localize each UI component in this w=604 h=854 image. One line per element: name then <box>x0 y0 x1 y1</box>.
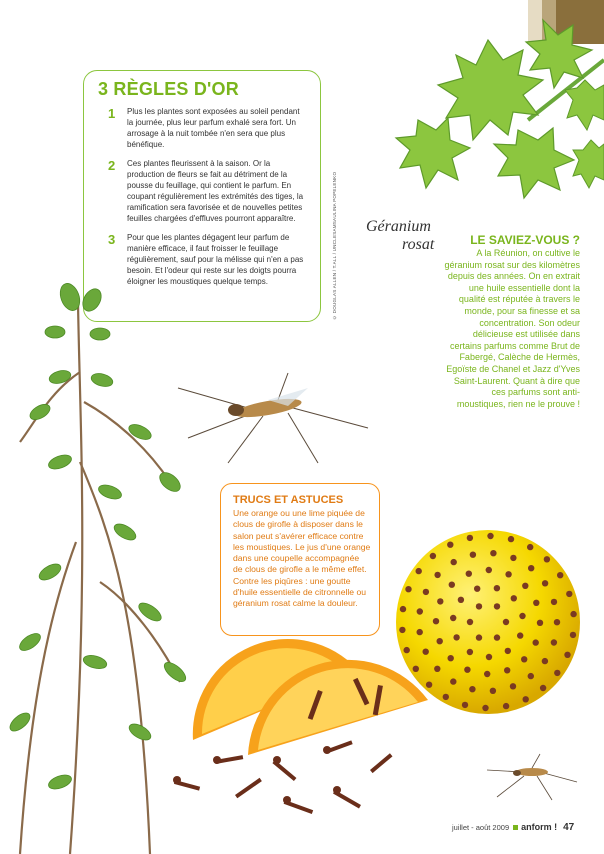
rule-number: 1 <box>108 106 116 121</box>
clove-dot <box>510 683 516 689</box>
clove-dot <box>490 688 496 694</box>
rule-item <box>94 106 310 150</box>
clove-dot <box>503 619 509 625</box>
rule-item <box>94 158 310 224</box>
clove-dot <box>443 694 449 700</box>
clove-dot <box>400 606 406 612</box>
clove-dot <box>458 597 464 603</box>
cloves-image <box>165 740 405 830</box>
clove-dot <box>503 703 509 709</box>
clove-dot <box>494 585 500 591</box>
clove-dot <box>521 656 527 662</box>
clove-dot <box>551 639 557 645</box>
clove-dot <box>451 559 457 565</box>
clove-dot <box>462 702 468 708</box>
issue-date: juillet - août 2009 <box>452 823 510 832</box>
page-number: 47 <box>563 822 575 833</box>
clove-dot <box>510 555 516 561</box>
clove-dot <box>494 603 500 609</box>
clove-dot <box>537 620 543 626</box>
clove-dot <box>522 583 528 589</box>
clove-dot <box>519 613 525 619</box>
clove-dot <box>505 571 511 577</box>
clove-dot <box>450 678 456 684</box>
saviez-vous-text: A la Réunion, on cultive le géranium rosat sur des kilomètres depuis des années. On en extrait une huile essentielle dont la qualité est réputée à travers le monde, pour sa finesse et sa concentration. Son odeur délicieuse est utilisée dans certains parfums comme Brut de Fabergé, Calèche de Hermès, Egoïste de Chanel et Jazz d'Yves Saint-Laurent. Quant à dire que ces parfums sont anti-moustiques, rien ne le prouve ! <box>444 248 580 409</box>
mosquito-image <box>168 368 378 468</box>
trucs-title: TRUCS ET ASTUCES <box>233 494 344 506</box>
clove-dot <box>453 634 459 640</box>
clove-dot <box>474 586 480 592</box>
clove-dot <box>482 705 488 711</box>
clove-dot <box>464 667 470 673</box>
rule-item <box>94 232 310 287</box>
geranium-caption-line1: Géranium <box>366 218 431 235</box>
rule-text: Pour que les plantes dégagent leur parfum de manière efficace, il faut froisser le feuillage régulièrement, sauf pour la mélisse qui n'en a pas besoin. Et l'odeur qui reste sur les doigts pourra éloigner les moustiques quelque temps. <box>127 233 304 286</box>
rule-number: 2 <box>108 158 116 173</box>
clove-dot <box>554 619 560 625</box>
geranium-caption-line2: rosat <box>402 236 435 253</box>
clove-dot <box>570 632 576 638</box>
clove-dot <box>557 572 563 578</box>
clove-dot <box>566 591 572 597</box>
clove-dot <box>467 619 473 625</box>
clove-dot <box>405 586 411 592</box>
clove-dot <box>570 611 576 617</box>
clove-dot <box>423 589 429 595</box>
clove-dot <box>551 599 557 605</box>
rule-text: Plus les plantes sont exposées au soleil pendant la journée, plus leur parfum exhalé sera fort. Un arrosage à la nuit tombée n'en sera que plus bénéfique. <box>127 107 300 149</box>
clove-dot <box>437 598 443 604</box>
clove-dot <box>467 649 473 655</box>
clove-dot <box>487 533 493 539</box>
clove-dot <box>469 686 475 692</box>
clove-dot <box>508 536 514 542</box>
clove-dot <box>505 648 511 654</box>
clove-dot <box>517 632 523 638</box>
clove-dot <box>564 652 570 658</box>
magazine-brand: anform ! <box>521 822 558 832</box>
rules-title: 3 RÈGLES D'OR <box>98 79 239 99</box>
clove-dot <box>486 654 492 660</box>
clove-dot <box>523 696 529 702</box>
clove-dot <box>467 535 473 541</box>
clove-dot <box>430 553 436 559</box>
clove-dot <box>466 571 472 577</box>
clove-dot <box>533 600 539 606</box>
clove-dot <box>434 572 440 578</box>
clove-dot <box>554 670 560 676</box>
clove-dot <box>544 556 550 562</box>
clove-dot <box>494 634 500 640</box>
trucs-box <box>220 483 380 636</box>
sprig-top-right-image <box>565 70 604 190</box>
clove-dot <box>448 655 454 661</box>
clove-dot <box>533 639 539 645</box>
clove-dot <box>476 603 482 609</box>
clove-dot <box>417 608 423 614</box>
page-footer <box>452 822 574 833</box>
clove-dot <box>490 550 496 556</box>
clove-dot <box>433 618 439 624</box>
clove-dot <box>450 615 456 621</box>
rule-number: 3 <box>108 232 116 247</box>
clove-dot <box>476 634 482 640</box>
clove-dot <box>470 552 476 558</box>
clove-dot <box>486 567 492 573</box>
photo-credit: © DOUGLAS ALLEN / T.ALL / UNCLESAMSAULINA POPELENKO <box>332 171 337 320</box>
clove-dot <box>542 580 548 586</box>
clove-dot <box>447 542 453 548</box>
clove-dot <box>527 544 533 550</box>
clove-dot <box>484 671 490 677</box>
clove-dot <box>449 582 455 588</box>
clove-dot <box>528 565 534 571</box>
clove-dot <box>528 673 534 679</box>
small-mosquito-image <box>482 752 582 802</box>
rule-text: Ces plantes fleurissent à la saison. Or la production de fleurs se fait au détriment de la pousse du feuillage, qui contient le parfum. En coupant régulièrement les extrémités des tiges, la ramification sera favorisée et de nouvelles petites feuilles chargées d'effluves pourront apparaître. <box>127 159 304 223</box>
green-square-icon <box>513 825 518 830</box>
saviez-vous-title: LE SAVIEZ-VOUS ? <box>470 233 580 247</box>
clove-dot <box>504 667 510 673</box>
clove-dot <box>542 658 548 664</box>
clove-dot <box>511 595 517 601</box>
trucs-text: Une orange ou une lime piquée de clous de girofle à disposer dans le salon peut s'avérer efficace contre les moustiques. Le jus d'une orange dans une coupelle accompagnée de clous de girofle a le même effet. Contre les piqûres : une goutte d'huile essentielle de citronnelle ou géranium rosat calme la douleur. <box>233 508 371 609</box>
clove-dot <box>416 568 422 574</box>
clove-dot <box>540 685 546 691</box>
